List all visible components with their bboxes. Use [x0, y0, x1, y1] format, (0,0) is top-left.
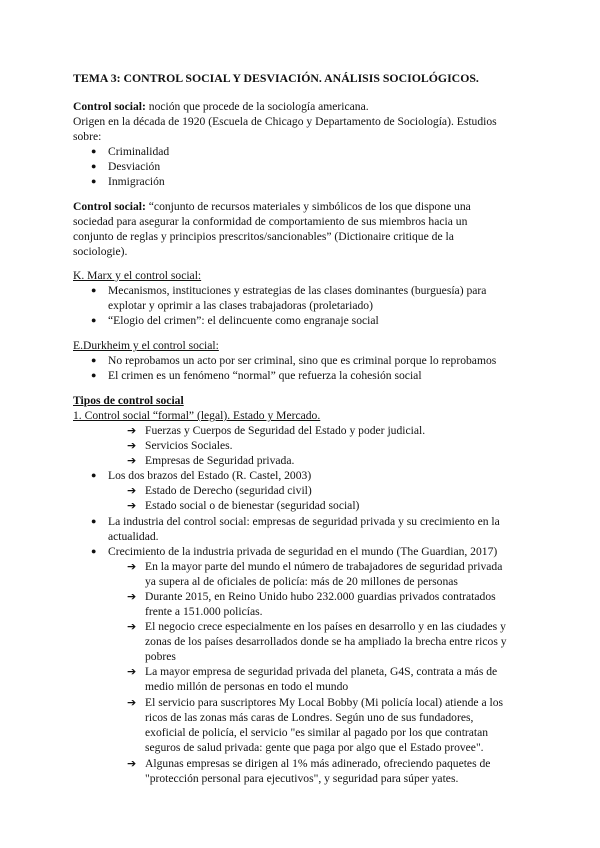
- list-item-continuation: pobres: [145, 650, 176, 663]
- list-item: Empresas de Seguridad privada.: [145, 454, 295, 467]
- bullet-icon: ●: [91, 146, 97, 156]
- list-item: Durante 2015, en Reino Unido hubo 232.000 guardias privados contratados: [145, 590, 496, 603]
- list-item: Crecimiento de la industria privada de seguridad en el mundo (The Guardian, 2017): [108, 545, 498, 558]
- origin-line-1: Origen en la década de 1920 (Escuela de Chicago y Departamento de Sociología). Estudios: [73, 115, 497, 128]
- list-item: “Elogio del crimen”: el delincuente como engranaje social: [108, 314, 379, 327]
- list-item-continuation: "protección personal para ejecutivos", y seguridad para súper yates.: [145, 772, 459, 785]
- control-social-label: Control social:: [73, 100, 146, 113]
- arrow-icon: ➔: [127, 620, 137, 633]
- list-item: En la mayor parte del mundo el número de trabajadores de seguridad privada: [145, 560, 503, 573]
- arrow-icon: ➔: [127, 484, 137, 497]
- arrow-icon: ➔: [127, 560, 137, 573]
- arrow-icon: ➔: [127, 757, 137, 770]
- quote-text: “conjunto de recursos materiales y simbólicos de los que dispone una: [145, 200, 471, 213]
- list-item: Inmigración: [108, 175, 165, 188]
- arrow-icon: ➔: [127, 454, 137, 467]
- arrow-icon: ➔: [127, 665, 137, 678]
- arrow-icon: ➔: [127, 696, 137, 709]
- list-item-continuation: exoficial de policía, el servicio "es similar al pagado por los que contratan: [145, 726, 489, 739]
- definition-line: [73, 99, 369, 115]
- durkheim-heading: E.Durkheim y el control social:: [73, 339, 219, 352]
- bullet-icon: ●: [91, 470, 97, 480]
- list-item-continuation: ricos de las zonas más caras de Londres. Según uno de sus fundadores,: [145, 711, 474, 724]
- bullet-icon: ●: [91, 355, 97, 365]
- list-item: Desviación: [108, 160, 161, 173]
- list-item: El servicio para suscriptores My Local Bobby (Mi policía local) atiende a los: [145, 696, 504, 709]
- list-item-continuation: seguros de salud privada: gente que paga por algo que el Estado provee".: [145, 741, 484, 754]
- bullet-icon: ●: [91, 516, 97, 526]
- list-item-continuation: medio millón de personas en todo el mundo: [145, 680, 349, 693]
- list-item: La mayor empresa de seguridad privada del planeta, G4S, contrata a más de: [145, 665, 498, 678]
- origin-line-2: sobre:: [73, 130, 102, 143]
- bullet-icon: ●: [91, 315, 97, 325]
- bullet-icon: ●: [91, 176, 97, 186]
- definition-quote-line-1: [73, 199, 471, 215]
- list-item: No reprobamos un acto por ser criminal, sino que es criminal porque lo reprobamos: [108, 354, 497, 367]
- marx-heading: K. Marx y el control social:: [73, 269, 202, 282]
- list-item: Los dos brazos del Estado (R. Castel, 2003): [108, 469, 312, 482]
- formal-heading: 1. Control social “formal” (legal). Estado y Mercado.: [73, 409, 321, 422]
- list-item: El crimen es un fenómeno “normal” que refuerza la cohesión social: [108, 369, 422, 382]
- arrow-icon: ➔: [127, 590, 137, 603]
- bullet-icon: ●: [91, 370, 97, 380]
- list-item-continuation: frente a 151.000 policías.: [145, 605, 263, 618]
- list-item: Estado social o de bienestar (seguridad social): [145, 499, 360, 512]
- list-item-continuation: actualidad.: [108, 530, 159, 543]
- list-item: Fuerzas y Cuerpos de Seguridad del Estado y poder judicial.: [145, 424, 426, 437]
- bullet-icon: ●: [91, 546, 97, 556]
- arrow-icon: ➔: [127, 499, 137, 512]
- list-item-continuation: ya supera al de oficiales de policía: más de 20 millones de personas: [145, 575, 458, 588]
- list-item-continuation: zonas de los países desarrollados donde se ha ampliado la brecha entre ricos y: [145, 635, 507, 648]
- list-item: Servicios Sociales.: [145, 439, 233, 452]
- page-title: TEMA 3: CONTROL SOCIAL Y DESVIACIÓN. ANÁLISIS SOCIOLÓGICOS.: [73, 71, 479, 85]
- definition-quote-line-2: sociedad para asegurar la conformidad de comportamiento de sus miembros hacia un: [73, 215, 468, 228]
- list-item: Estado de Derecho (seguridad civil): [145, 484, 312, 497]
- definition-quote-line-4: sociologie).: [73, 245, 128, 258]
- bullet-icon: ●: [91, 161, 97, 171]
- tipos-heading: Tipos de control social: [73, 394, 184, 407]
- list-item: El negocio crece especialmente en los países en desarrollo y en las ciudades y: [145, 620, 506, 633]
- list-item: Criminalidad: [108, 145, 170, 158]
- list-item-continuation: explotar y oprimir a las clases trabajadoras (proletariado): [108, 299, 373, 312]
- definition-quote-line-3: conjunto de reglas y principios prescritos/sancionables” (Dictionaire critique de la: [73, 230, 454, 243]
- list-item: La industria del control social: empresas de seguridad privada y su crecimiento en la: [108, 515, 500, 528]
- list-item: Mecanismos, instituciones y estrategias de las clases dominantes (burguesía) para: [108, 284, 487, 297]
- definition-text: noción que procede de la sociología americana.: [145, 100, 369, 113]
- list-item: Algunas empresas se dirigen al 1% más adinerado, ofreciendo paquetes de: [145, 757, 491, 770]
- arrow-icon: ➔: [127, 439, 137, 452]
- bullet-icon: ●: [91, 285, 97, 295]
- arrow-icon: ➔: [127, 424, 137, 437]
- control-social-label: Control social:: [73, 200, 146, 213]
